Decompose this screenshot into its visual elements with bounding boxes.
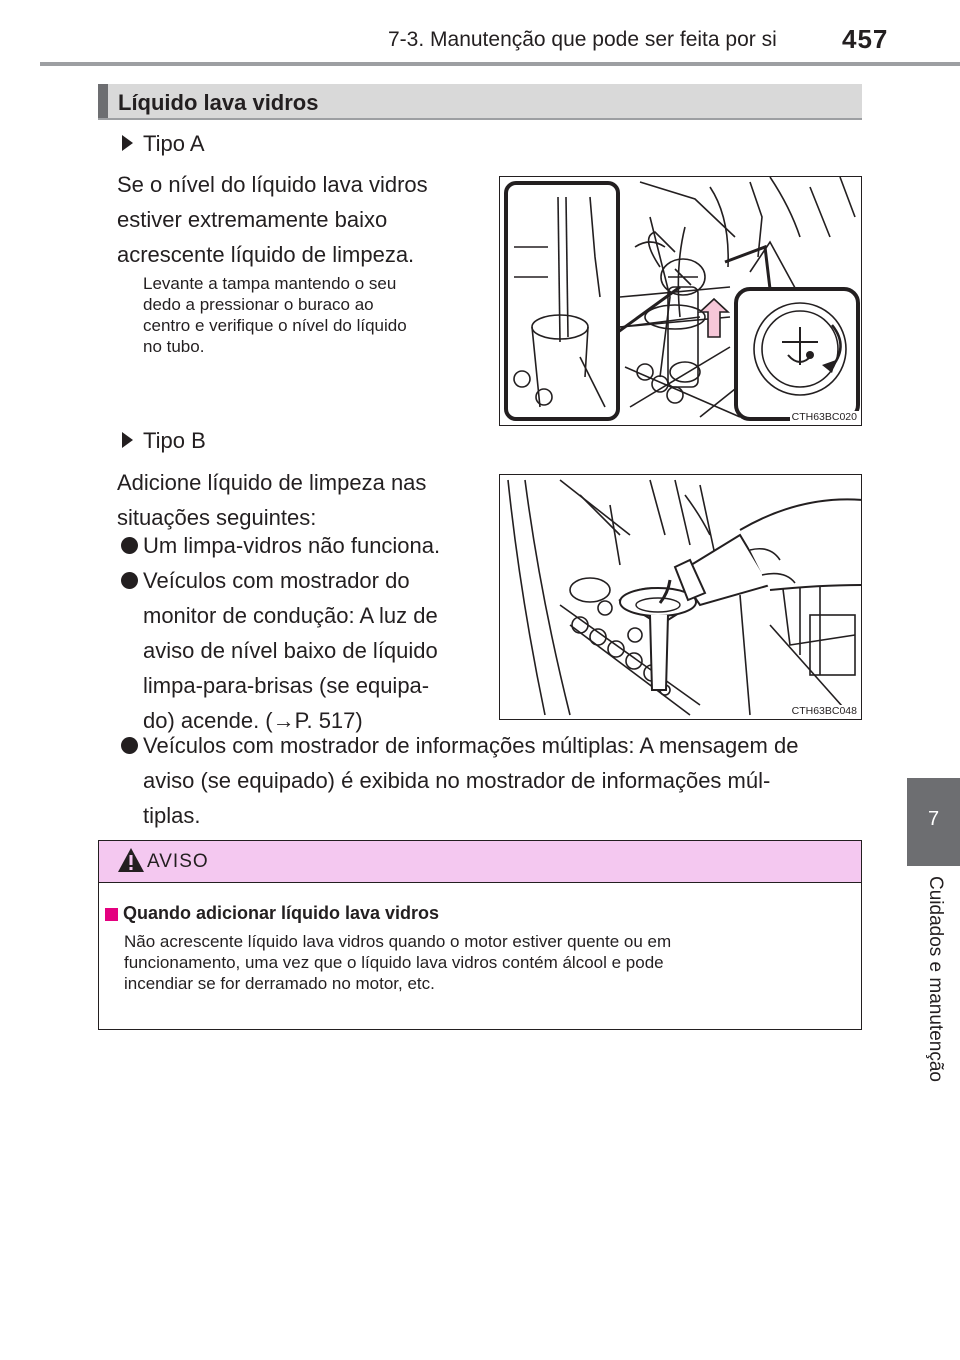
header-rule [40, 62, 960, 66]
warning-title: AVISO [147, 851, 209, 872]
chapter-label: Cuidados e manutenção [925, 876, 946, 1082]
page-number: 457 [842, 24, 889, 54]
bullet-icon [121, 737, 138, 754]
warning-triangle-icon [117, 847, 145, 873]
chapter-label-container [919, 876, 949, 1106]
chapter-number: 7 [927, 808, 940, 830]
warning-header [99, 841, 861, 883]
triangle-bullet-icon [122, 432, 133, 448]
triangle-bullet-icon [122, 135, 133, 151]
type-b-heading: Tipo B [143, 428, 206, 453]
type-a-heading: Tipo A [143, 131, 205, 156]
warning-text: Não acrescente líquido lava vidros quando o motor estiver quente ou em funcionamento, uma vez que o líquido lava vidros contém álcool e pode incendiar se for derramado no motor, etc. [124, 932, 672, 993]
washer-reservoir-cap-drawing [500, 177, 862, 426]
bullet-drive-monitor: Veículos com mostrador do monitor de condução: A luz de aviso de nível baixo de líquido limpa-para-brisas (se equipa- do) acende. (→P. 517) [143, 568, 438, 733]
chapter-tab [907, 778, 960, 866]
figure-code-b: CTH63BC048 [791, 705, 857, 717]
square-bullet-icon [105, 908, 118, 921]
section-title: Líquido lava vidros [118, 90, 319, 115]
bullet-multi-info-display: Veículos com mostrador de informações múltiplas: A mensagem de aviso (se equipado) é exibida no mostrador de informações múl- tiplas. [143, 733, 799, 828]
section-heading-bar [98, 84, 862, 120]
type-b-text: Adicione líquido de limpeza nas situações seguintes: [117, 470, 427, 530]
type-a-note: Levante a tampa mantendo o seu dedo a pressionar o buraco ao centro e verifique o nível do líquido no tubo. [143, 274, 407, 356]
section-rule [98, 118, 862, 120]
bullet-wiper-not-working: Um limpa-vidros não funciona. [143, 533, 441, 558]
figure-code-a: CTH63BC020 [791, 411, 857, 423]
type-b-illustration [499, 474, 862, 720]
bullet-icon [121, 572, 138, 589]
refill-funnel-drawing [500, 475, 862, 720]
type-a-text: Se o nível do líquido lava vidros estiver extremamente baixo acrescente líquido de limpeza. [117, 172, 428, 267]
warning-box [98, 840, 862, 1030]
type-a-illustration [499, 176, 862, 426]
warning-subheading: Quando adicionar líquido lava vidros [123, 903, 440, 923]
bullet-icon [121, 537, 138, 554]
running-header-title: 7-3. Manutenção que pode ser feita por si [388, 28, 777, 51]
